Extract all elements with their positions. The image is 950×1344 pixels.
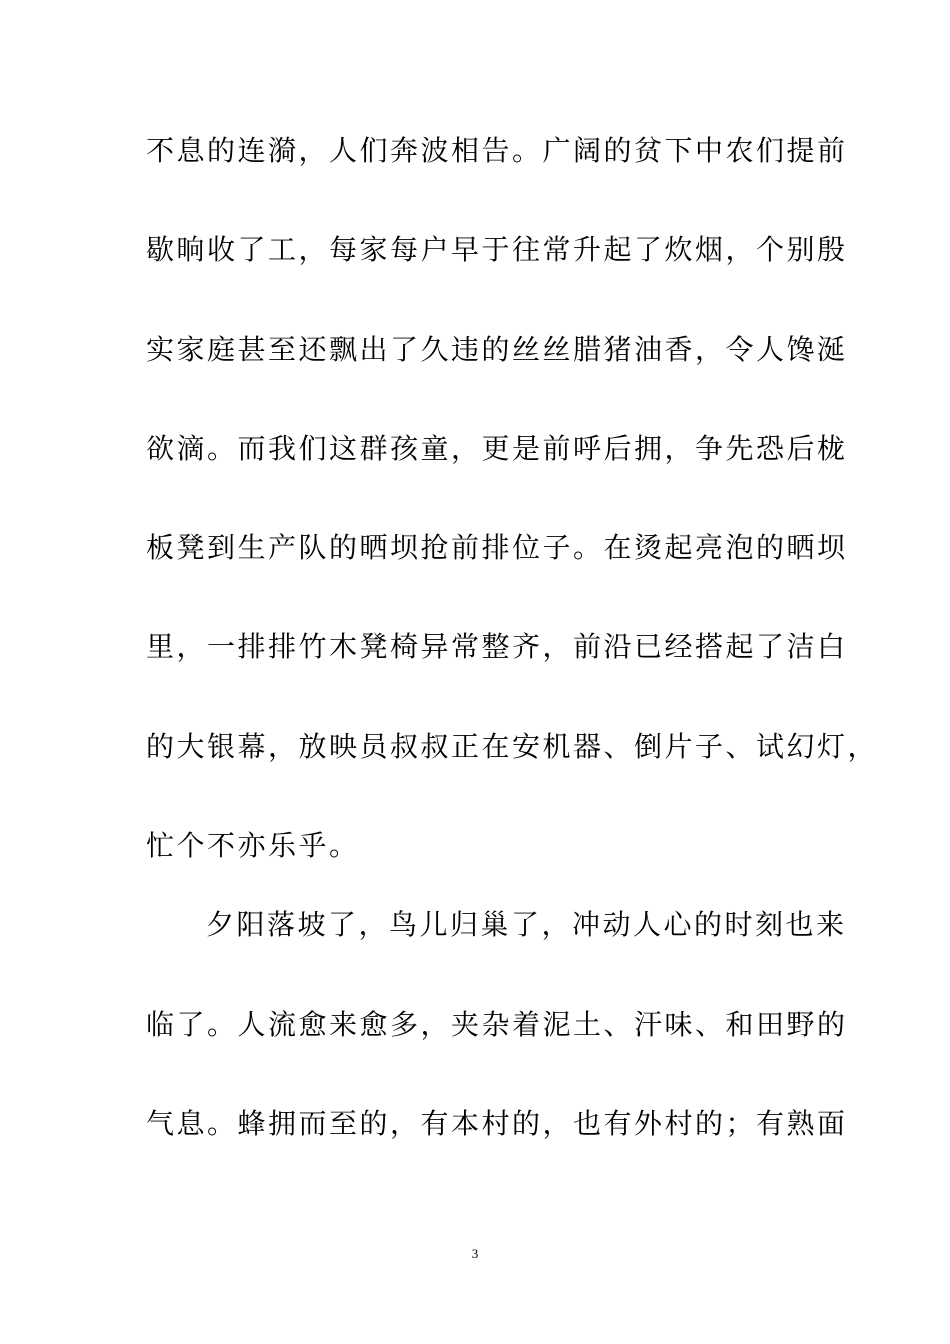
- text-line: 实家庭甚至还飘出了久违的丝丝腊猪油香，令人馋涎: [146, 333, 848, 366]
- text-line: 忙个不亦乐乎。: [146, 829, 360, 862]
- text-line: 气息。蜂拥而至的，有本村的，也有外村的；有熟面: [146, 1107, 848, 1140]
- paragraph-first-line: 夕阳落坡了，鸟儿归巢了，冲动人心的时刻也来: [206, 908, 847, 941]
- text-line: 的大银幕，放映员叔叔正在安机器、倒片子、试幻灯，: [146, 730, 879, 763]
- text-line: 不息的连漪，人们奔波相告。广阔的贫下中农们提前: [146, 134, 848, 167]
- text-line: 歇晌收了工，每家每户早于往常升起了炊烟，个别殷: [146, 233, 848, 266]
- text-line: 临了。人流愈来愈多，夹杂着泥土、汗味、和田野的: [146, 1008, 848, 1041]
- text-line: 欲滴。而我们这群孩童，更是前呼后拥，争先恐后栊: [146, 432, 848, 465]
- text-line: 板凳到生产队的晒坝抢前排位子。在烫起亮泡的晒坝: [146, 531, 848, 564]
- text-line: 里，一排排竹木凳椅异常整齐，前沿已经搭起了洁白: [146, 630, 848, 663]
- page-number: 3: [471, 1246, 479, 1261]
